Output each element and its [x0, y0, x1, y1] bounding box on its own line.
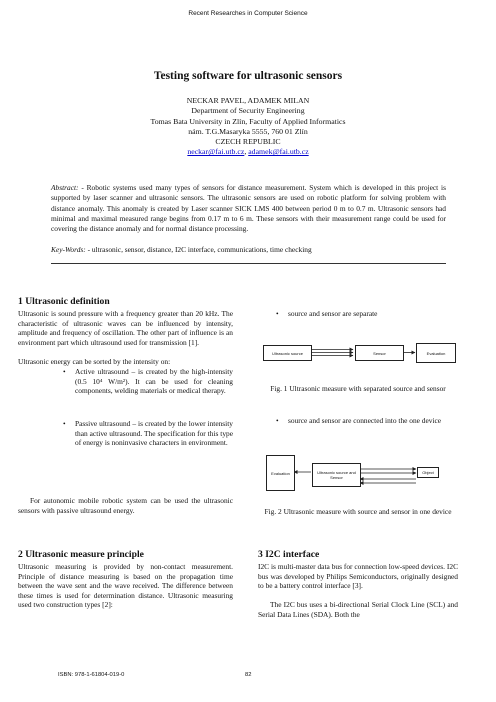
- author-block: [0, 96, 496, 158]
- abstract-rule: [51, 263, 446, 264]
- bullet-dot: •: [276, 309, 279, 318]
- abstract-text: - Robotic systems used many types of sensors for distance measurement. System which is developed in this project is supported by laser scanner and ultrasonic sensors. The ultrasonic sensors are used on robotic platform for solving problem with distance anomaly. This anomaly is created by Laser scanner SICK LMS 400 between period 0 m to 0.7 m. Ultrasonic sensors had minimal and maximal measured range begins from 0.17 m to 6 m. These sensors with their measurement range could be used for covering the distance anomaly and for normal distance processing.: [51, 183, 446, 234]
- author-department: Department of Security Engineering: [191, 106, 305, 116]
- running-header: Recent Researches in Computer Science: [188, 10, 308, 17]
- section-3-para-2: The I2C bus uses a bi-directional Serial Clock Line (SCL) and Serial Data Lines (SDA). Both the: [258, 600, 458, 619]
- abstract-label: Abstract:: [51, 183, 79, 192]
- sensor-box: Sensor: [355, 345, 404, 361]
- bullet-text: source and sensor are separate: [288, 309, 378, 318]
- author-country: CZECH REPUBLIC: [215, 137, 281, 147]
- author-names: NECKAR PAVEL, ADAMEK MILAN: [186, 96, 310, 105]
- author-address: nám. T.G.Masaryka 5555, 760 01 Zlín: [188, 126, 308, 136]
- email-link-2[interactable]: adamek@fai.utb.cz: [248, 147, 309, 157]
- bullet-text: source and sensor are connected into the one device: [288, 416, 442, 425]
- section-2-heading: 2 Ultrasonic measure principle: [18, 549, 144, 560]
- section-2-para-1: Ultrasonic measuring is provided by non-contact measurement. Principle of distance measuring is based on the propagation time between the wave sent and the wave received. The difference between these times is used for determination distance. Ultrasonic measuring used two construction types [2]:: [18, 562, 233, 609]
- bullet-active-ultrasound: [63, 367, 233, 396]
- keywords-label: Key-Words:: [51, 245, 86, 254]
- section-1-para-2: Ultrasonic energy can be sorted by the intensity on:: [18, 357, 171, 366]
- ultrasonic-source-box: Ultrasonic source: [263, 345, 312, 361]
- email-separator: ,: [244, 147, 249, 157]
- bullet-connected: [276, 416, 458, 426]
- source-sensor-box: Ultrasonic source and Sensor: [312, 463, 361, 487]
- section-1-para-3: For autonomic mobile robotic system can be used the ultrasonic sensors with passive ultrasound energy.: [18, 496, 233, 515]
- figure-2: [258, 445, 458, 501]
- object-box: Object: [417, 467, 439, 478]
- section-3-para-1: I2C is multi-master data bus for connection low-speed devices. I2C bus was developed by Philips Semiconductors, originally designed to be a battery control interface [3].: [258, 562, 458, 590]
- footer-isbn: ISBN: 978-1-61804-019-0: [58, 672, 125, 678]
- figure-1: [258, 333, 458, 377]
- author-university: Tomas Bata University in Zlín, Faculty of Applied Informatics: [150, 116, 346, 126]
- author-emails: [0, 147, 496, 157]
- figure-2-caption: Fig. 2 Ultrasonic measure with source and sensor in one device: [264, 507, 452, 516]
- figure-1-caption: Fig. 1 Ultrasonic measure with separated source and sensor: [270, 384, 446, 393]
- footer-page-number: 82: [245, 672, 252, 678]
- paper-title: Testing software for ultrasonic sensors: [153, 70, 343, 82]
- keywords: [51, 245, 446, 254]
- email-link-1[interactable]: neckar@fai.utb.cz: [187, 147, 245, 157]
- keywords-text: - ultrasonic, sensor, distance, I2C interface, communications, time checking: [85, 245, 312, 254]
- evaluation-box: Evaluation: [266, 455, 295, 491]
- section-1-heading: 1 Ultrasonic definition: [18, 296, 110, 307]
- abstract: [51, 183, 446, 234]
- bullet-dot: •: [276, 416, 279, 425]
- bullet-passive-ultrasound: [63, 419, 233, 448]
- bullet-text: Active ultrasound – is created by the high-intensity (0.5 10⁴ W/m²). It can be used for cleaning components, welding materials or medical therapy.: [75, 367, 233, 395]
- bullet-separate: [276, 309, 458, 319]
- bullet-dot: •: [63, 367, 66, 376]
- bullet-dot: •: [63, 419, 66, 428]
- section-3-heading: 3 I2C interface: [258, 549, 320, 560]
- bullet-text: Passive ultrasound – is created by the lower intensity than active ultrasound. The specification for this type of energy is noninvasive characters in environment.: [75, 419, 233, 447]
- evaluation-box: Evaluation: [416, 343, 456, 363]
- section-1-para-1: Ultrasonic is sound pressure with a frequency greater than 20 kHz. The characteristic of ultrasonic waves can be influenced by intensity, amplitude and frequency of oscillation. The other part of influence is an environment part which ultrasound used for transmission [1].: [18, 309, 233, 347]
